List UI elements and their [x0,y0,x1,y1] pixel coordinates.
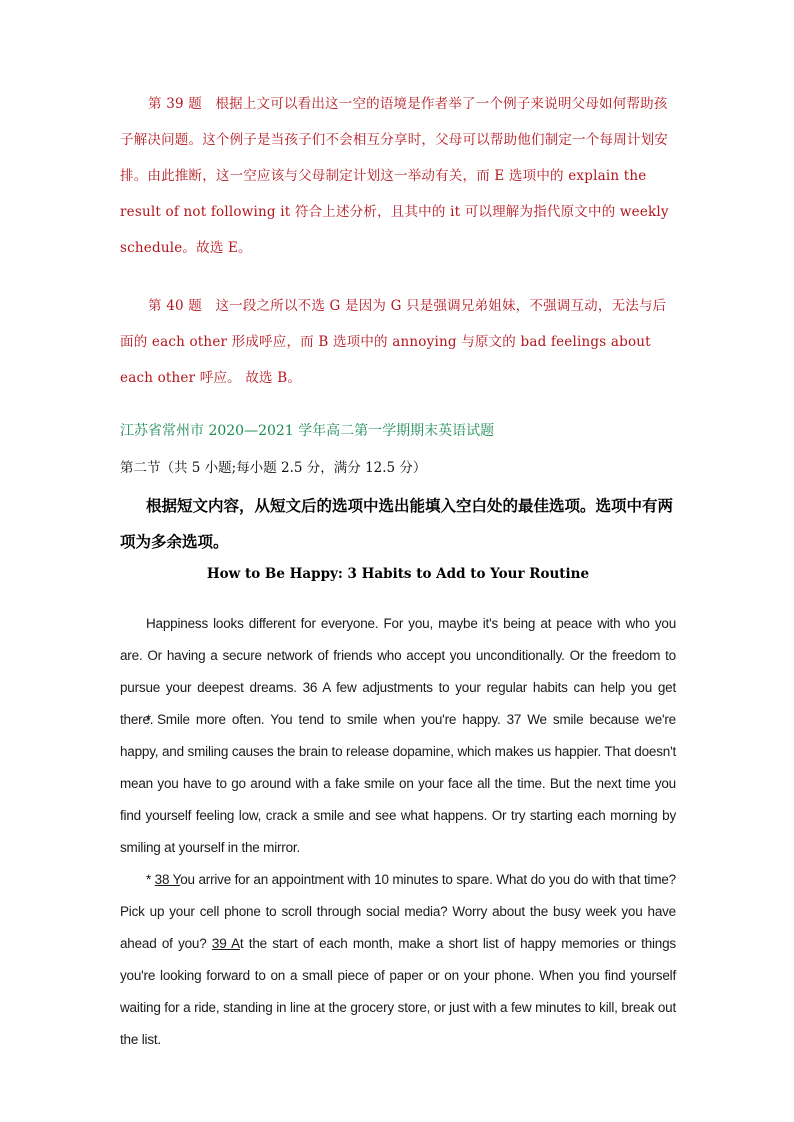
answer-40-label: 第 40 题 [148,298,202,314]
p3-end: t the start of each month, make a short list of happy memories or things you're looking forward to on a small piece of paper or on your phone. When you find yourself waiting for a ride, standing in line at the grocery store, or just with a few minutes to kill, break out the list. [120,936,676,1047]
instruction-text: 根据短文内容，从短文后的选项中选出能填入空白处的最佳选项。选项中有两项为多余选项。 [120,496,674,551]
answer-39-paragraph [120,86,676,266]
blank-38-marker: 38 Y [154,872,181,887]
section-heading: 第二节（共 5 小题;每小题 2.5 分，满分 12.5 分） [120,460,427,476]
exam-source-title: 江苏省常州市 2020—2021 学年高二第一学期期末英语试题 [120,423,495,439]
answer-40-paragraph [120,288,676,396]
answer-39-text: 根据上文可以看出这一空的语境是作者举了一个例子来说明父母如何帮助孩子解决问题。这个例子是当孩子们不会相互分享时，父母可以帮助他们制定一个每周计划安排。由此推断，这一空应该与父母制定计划这一举动有关，而 E 选项中的 explain the result of not following it 符合上述分析，且其中的 it 可以理解为指代原文中的 weekly schedule。故选 E。 [120,96,669,256]
passage-paragraph-1: Happiness looks different for everyone. For you, maybe it's being at peace with who you are. Or having a secure network of friends who accept you unconditionally. Or the freedom to pursue your deepest dreams. 36 A few adjustments to your regular habits can help you get there. [120,616,676,727]
passage-paragraph-3 [120,864,676,1056]
passage-title: How to Be Happy: 3 Habits to Add to Your Routine [206,566,590,582]
answer-39-label: 第 39 题 [148,96,202,112]
p3-prefix: * [146,872,155,887]
answer-40-text: 这一段之所以不选 G 是因为 G 只是强调兄弟姐妹，不强调互动，无法与后面的 each other 形成呼应，而 B 选项中的 annoying 与原文的 bad feelings about each other 呼应。 故选 B。 [120,298,667,386]
passage-paragraph-2: * Smile more often. You tend to smile when you're happy. 37 We smile because we're happy, and smiling causes the brain to release dopamine, which makes us happier. That doesn't mean you have to go around with a fake smile on your face all the time. But the next time you find yourself feeling low, crack a smile and see what happens. Or try starting each morning by smiling at yourself in the mirror. [120,712,676,855]
p3-middle: ou arrive for an appointment with 10 minutes to spare. What do you do with that time? Pick up your cell phone to scroll through social media? Worry about the busy week you have ahead of you? [120,872,676,951]
blank-39-marker: 39 A [211,936,240,951]
